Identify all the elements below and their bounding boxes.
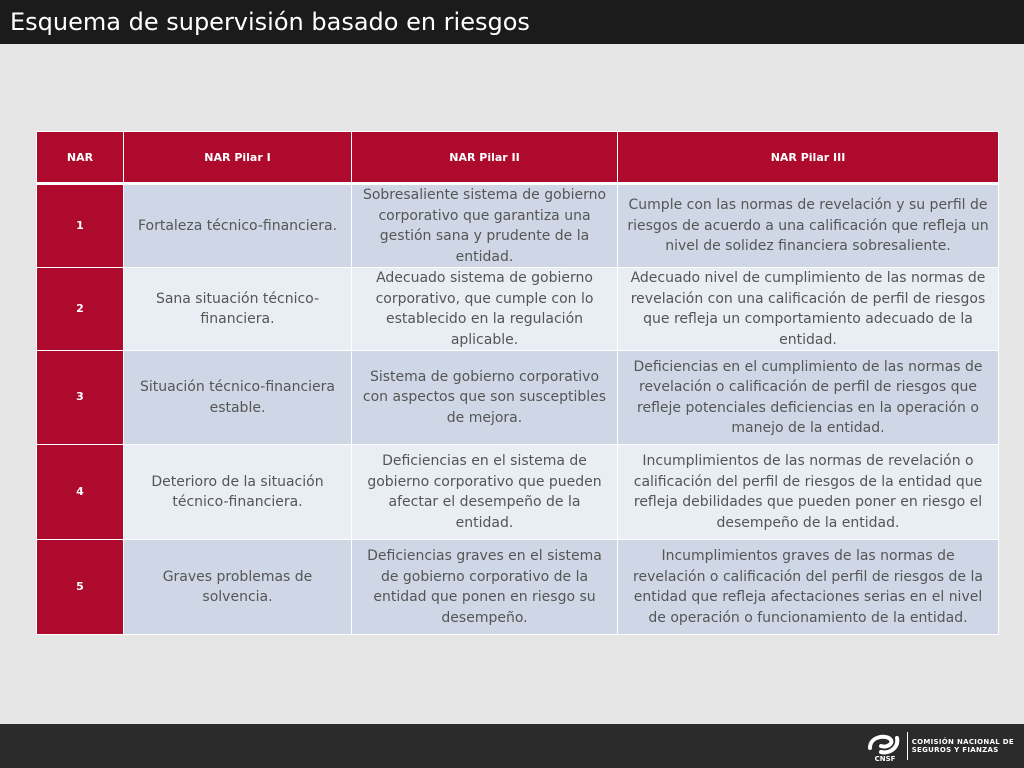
pilar-3-cell: Adecuado nivel de cumplimiento de las normas de revelación con una calificación de perfil de riesgos que refleja un comportamiento adecuado de la entidad.	[618, 268, 999, 351]
footer-bar	[0, 724, 1024, 768]
logo-abbrev: CNSF	[874, 755, 896, 762]
pilar-1-cell: Graves problemas de solvencia.	[124, 540, 352, 635]
nar-table-container	[36, 131, 998, 635]
pilar-2-cell: Deficiencias en el sistema de gobierno corporativo que pueden afectar el desempeño de la entidad.	[352, 445, 618, 540]
pilar-1-cell: Situación técnico-financiera estable.	[124, 351, 352, 445]
nar-level-cell: 1	[37, 184, 124, 268]
logo-divider	[907, 732, 908, 760]
table-row	[37, 351, 999, 445]
pilar-2-cell: Adecuado sistema de gobierno corporativo, que cumple con lo establecido en la regulación aplicable.	[352, 268, 618, 351]
pilar-1-cell: Deterioro de la situación técnico-financiera.	[124, 445, 352, 540]
nar-table	[36, 131, 999, 635]
pilar-3-cell: Deficiencias en el cumplimiento de las normas de revelación o calificación de perfil de riesgos que refleje potenciales deficiencias en la operación o manejo de la entidad.	[618, 351, 999, 445]
table-row	[37, 268, 999, 351]
table-header-row	[37, 132, 999, 184]
logo-text	[912, 738, 1014, 754]
table-row	[37, 540, 999, 635]
logo-text-line2: SEGUROS Y FIANZAS	[911, 746, 999, 754]
header-pilar-2: NAR Pilar II	[352, 132, 618, 184]
nar-level-cell: 3	[37, 351, 124, 445]
pilar-1-cell: Sana situación técnico-financiera.	[124, 268, 352, 351]
pilar-2-cell: Sistema de gobierno corporativo con aspectos que son susceptibles de mejora.	[352, 351, 618, 445]
table-row	[37, 184, 999, 268]
pilar-2-cell: Deficiencias graves en el sistema de gobierno corporativo de la entidad que ponen en riesgo su desempeño.	[352, 540, 618, 635]
logo-text-line1: COMISIÓN NACIONAL DE	[911, 738, 1014, 746]
table-row	[37, 445, 999, 540]
pilar-3-cell: Incumplimientos de las normas de revelación o calificación del perfil de riesgos de la entidad que refleja debilidades que pueden poner en riesgo el desempeño de la entidad.	[618, 445, 999, 540]
nar-level-cell: 4	[37, 445, 124, 540]
pilar-3-cell: Incumplimientos graves de las normas de revelación o calificación del perfil de riesgos de la entidad que refleja afectaciones serias en el nivel de operación o funcionamiento de la entidad.	[618, 540, 999, 635]
pilar-3-cell: Cumple con las normas de revelación y su perfil de riesgos de acuerdo a una calificación que refleja un nivel de solidez financiera sobresaliente.	[618, 184, 999, 268]
cnsf-emblem-icon	[867, 730, 903, 762]
page-title: Esquema de supervisión basado en riesgos	[0, 0, 1024, 44]
pilar-1-cell: Fortaleza técnico-financiera.	[124, 184, 352, 268]
pilar-2-cell: Sobresaliente sistema de gobierno corporativo que garantiza una gestión sana y prudente de la entidad.	[352, 184, 618, 268]
header-pilar-3: NAR Pilar III	[618, 132, 999, 184]
nar-level-cell: 2	[37, 268, 124, 351]
header-nar: NAR	[37, 132, 124, 184]
cnsf-logo	[867, 730, 1014, 762]
header-pilar-1: NAR Pilar I	[124, 132, 352, 184]
nar-level-cell: 5	[37, 540, 124, 635]
